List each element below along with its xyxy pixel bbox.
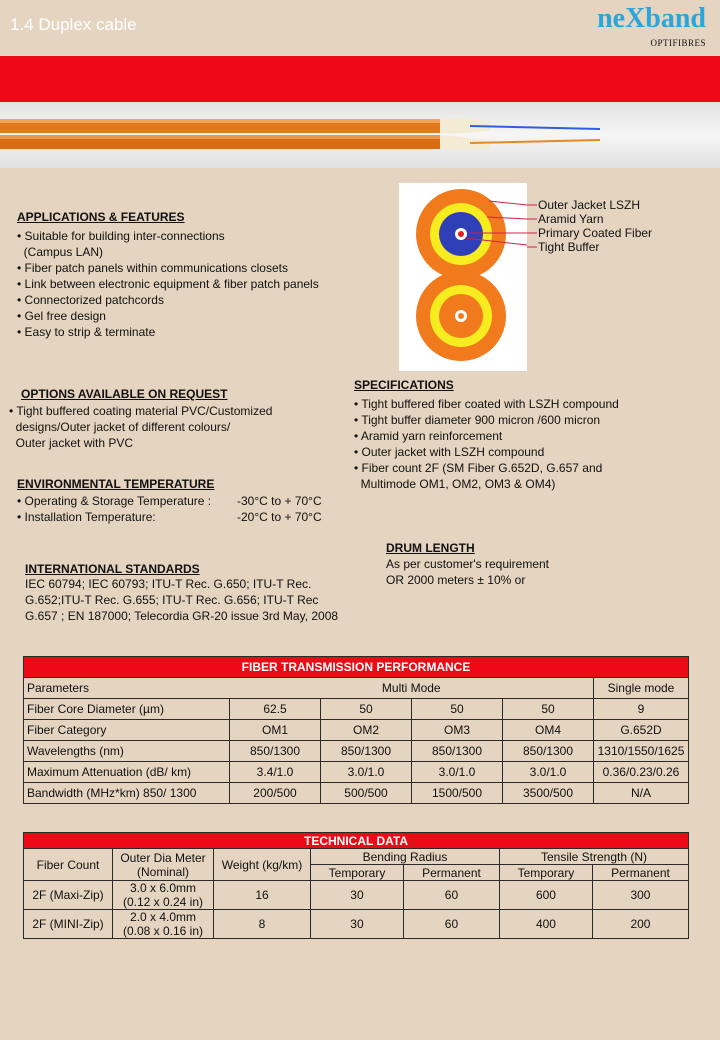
table-cell-line: 3.0 x 6.0mm (129, 881, 197, 895)
drum-length-line: As per customer's requirement (386, 557, 550, 571)
table-cell: 3500/500 (503, 783, 594, 804)
table-cell: 600 (499, 881, 592, 910)
cable-photo (0, 102, 720, 168)
environment-title: ENVIRONMENTAL TEMPERATURE (17, 477, 215, 491)
table-cell: OM2 (321, 720, 412, 741)
specifications-line: • Tight buffer diameter 900 micron /600 micron (354, 413, 601, 427)
specifications-line: • Aramid yarn reinforcement (354, 429, 503, 443)
environment-label: • Operating & Storage Temperature : (17, 494, 212, 508)
header-tensile-permanent: Permanent (592, 865, 688, 881)
table-title-row (24, 833, 689, 849)
table-cell: 60 (403, 881, 499, 910)
label-outer-jacket: Outer Jacket LSZH (538, 198, 641, 212)
table-cell-line: (0.12 x 0.24 in) (122, 895, 204, 909)
header-tensile-strength: Tensile Strength (N) (499, 849, 688, 865)
table-row (24, 699, 689, 720)
table-cell: 9 (594, 699, 689, 720)
header-multi-mode: Multi Mode (230, 678, 594, 699)
table-title-row (24, 657, 689, 678)
table-cell: Fiber Core Diameter (µm) (24, 699, 230, 720)
table-cell: 62.5 (230, 699, 321, 720)
table-cell: 0.36/0.23/0.26 (594, 762, 689, 783)
standards-section (25, 562, 338, 624)
header-single-mode: Single mode (594, 678, 689, 699)
table-cell: 30 (311, 910, 404, 939)
table-cell: 850/1300 (412, 741, 503, 762)
header-outer-diameter (113, 849, 214, 881)
standards-title: INTERNATIONAL STANDARDS (25, 562, 200, 576)
table-cell: 16 (214, 881, 311, 910)
options-line: designs/Outer jacket of different colours/ (9, 420, 231, 434)
applications-line: • Connectorized patchcords (17, 293, 164, 307)
table-cell (113, 881, 214, 910)
header-bending-permanent: Permanent (403, 865, 499, 881)
options-title: OPTIONS AVAILABLE ON REQUEST (21, 387, 228, 401)
header-weight: Weight (kg/km) (214, 849, 311, 881)
standards-line: G.652;ITU-T Rec. G.655; ITU-T Rec. G.656; ITU-T Rec (25, 593, 319, 607)
environment-value: -20°C to + 70°C (237, 510, 322, 524)
table-cell: 50 (503, 699, 594, 720)
applications-line: (Campus LAN) (17, 245, 104, 259)
header-outer-diameter-line1: Outer Dia Meter (120, 850, 206, 865)
brand-logo (597, 4, 706, 48)
table-cell: 850/1300 (503, 741, 594, 762)
header-tensile-temporary: Temporary (499, 865, 592, 881)
header-bending-radius: Bending Radius (311, 849, 500, 865)
table-cell: 3.0/1.0 (503, 762, 594, 783)
environment-row (17, 509, 337, 525)
applications-section (17, 210, 319, 340)
table-cell (113, 910, 214, 939)
environment-label: • Installation Temperature: (17, 510, 156, 524)
table-cell: 3.0/1.0 (412, 762, 503, 783)
table-cell: OM3 (412, 720, 503, 741)
table-cell: 300 (592, 881, 688, 910)
table-cell: 30 (311, 881, 404, 910)
applications-line: • Gel free design (17, 309, 106, 323)
drum-length-section (386, 541, 549, 588)
cable-cross-section (399, 183, 527, 371)
table-title: TECHNICAL DATA (24, 833, 689, 849)
drum-length-title: DRUM LENGTH (386, 541, 475, 555)
label-tight-buffer: Tight Buffer (538, 240, 600, 254)
table-row (24, 910, 689, 939)
table-cell: 8 (214, 910, 311, 939)
table-cell: 60 (403, 910, 499, 939)
table-row (24, 783, 689, 804)
table-cell: 2F (MINI-Zip) (24, 910, 113, 939)
table-cell-line: (0.08 x 0.16 in) (122, 924, 204, 938)
table-cell: 400 (499, 910, 592, 939)
table-cell: 850/1300 (230, 741, 321, 762)
applications-line: • Suitable for building inter-connections (17, 229, 225, 243)
table-cell: 1310/1550/1625 (594, 741, 689, 762)
table-row (24, 762, 689, 783)
cross-section-diagram (399, 183, 527, 371)
brand-name: neXband (597, 3, 706, 34)
specifications-line: Multimode OM1, OM2, OM3 & OM4) (354, 477, 556, 491)
label-aramid-yarn: Aramid Yarn (538, 212, 604, 226)
table-cell: Maximum Attenuation (dB/ km) (24, 762, 230, 783)
table-cell: 200 (592, 910, 688, 939)
table-cell: 3.4/1.0 (230, 762, 321, 783)
table-row (24, 741, 689, 762)
specifications-line: • Outer jacket with LSZH compound (354, 445, 545, 459)
table-cell: 500/500 (321, 783, 412, 804)
table-cell: OM1 (230, 720, 321, 741)
table-cell: Fiber Category (24, 720, 230, 741)
specifications-section (354, 378, 619, 492)
standards-line: IEC 60794; IEC 60793; ITU-T Rec. G.650; ITU-T Rec. (25, 577, 312, 591)
standards-line: G.657 ; EN 187000; Telecordia GR-20 issue 3rd May, 2008 (25, 609, 339, 623)
header-parameters: Parameters (24, 678, 230, 699)
environment-section (17, 477, 337, 525)
table-cell-line: 2.0 x 4.0mm (129, 910, 197, 924)
options-line: Outer jacket with PVC (9, 436, 134, 450)
applications-line: • Fiber patch panels within communications closets (17, 261, 288, 275)
table-row (24, 881, 689, 910)
header-bending-temporary: Temporary (311, 865, 404, 881)
table-cell: 50 (321, 699, 412, 720)
title-banner (0, 56, 720, 102)
specifications-title: SPECIFICATIONS (354, 378, 454, 392)
drum-length-line: OR 2000 meters ± 10% or (386, 573, 526, 587)
header-fiber-count: Fiber Count (24, 849, 113, 881)
table-title: FIBER TRANSMISSION PERFORMANCE (24, 657, 689, 678)
applications-line: • Link between electronic equipment & fiber patch panels (17, 277, 319, 291)
table-cell: 200/500 (230, 783, 321, 804)
table-cell: 3.0/1.0 (321, 762, 412, 783)
table-cell: G.652D (594, 720, 689, 741)
table-cell: 1500/500 (412, 783, 503, 804)
table-cell: Bandwidth (MHz*km) 850/ 1300 (24, 783, 230, 804)
table-cell: Wavelengths (nm) (24, 741, 230, 762)
table-cell: 2F (Maxi-Zip) (24, 881, 113, 910)
environment-value: -30°C to + 70°C (237, 494, 322, 508)
table-cell: OM4 (503, 720, 594, 741)
technical-data-table (23, 832, 689, 939)
label-primary-coated-fiber: Primary Coated Fiber (538, 226, 653, 240)
header-outer-diameter-line2: (Nominal) (136, 864, 189, 879)
environment-row (17, 493, 337, 509)
specifications-line: • Tight buffered fiber coated with LSZH compound (354, 397, 619, 411)
cable-illustration (0, 102, 720, 168)
page-title: 1.4 Duplex cable (10, 15, 137, 34)
brand-tagline: OPTIFIBRES (650, 38, 706, 48)
table-cell: 50 (412, 699, 503, 720)
table-cell: N/A (594, 783, 689, 804)
options-line: • Tight buffered coating material PVC/Customized (9, 404, 273, 418)
options-section (9, 387, 272, 451)
table-header-row (24, 678, 689, 699)
fiber-performance-table (23, 656, 689, 804)
applications-line: • Easy to strip & terminate (17, 325, 156, 339)
table-header-row (24, 849, 689, 865)
applications-title: APPLICATIONS & FEATURES (17, 210, 185, 224)
table-row (24, 720, 689, 741)
specifications-line: • Fiber count 2F (SM Fiber G.652D, G.657 and (354, 461, 603, 475)
table-cell: 850/1300 (321, 741, 412, 762)
